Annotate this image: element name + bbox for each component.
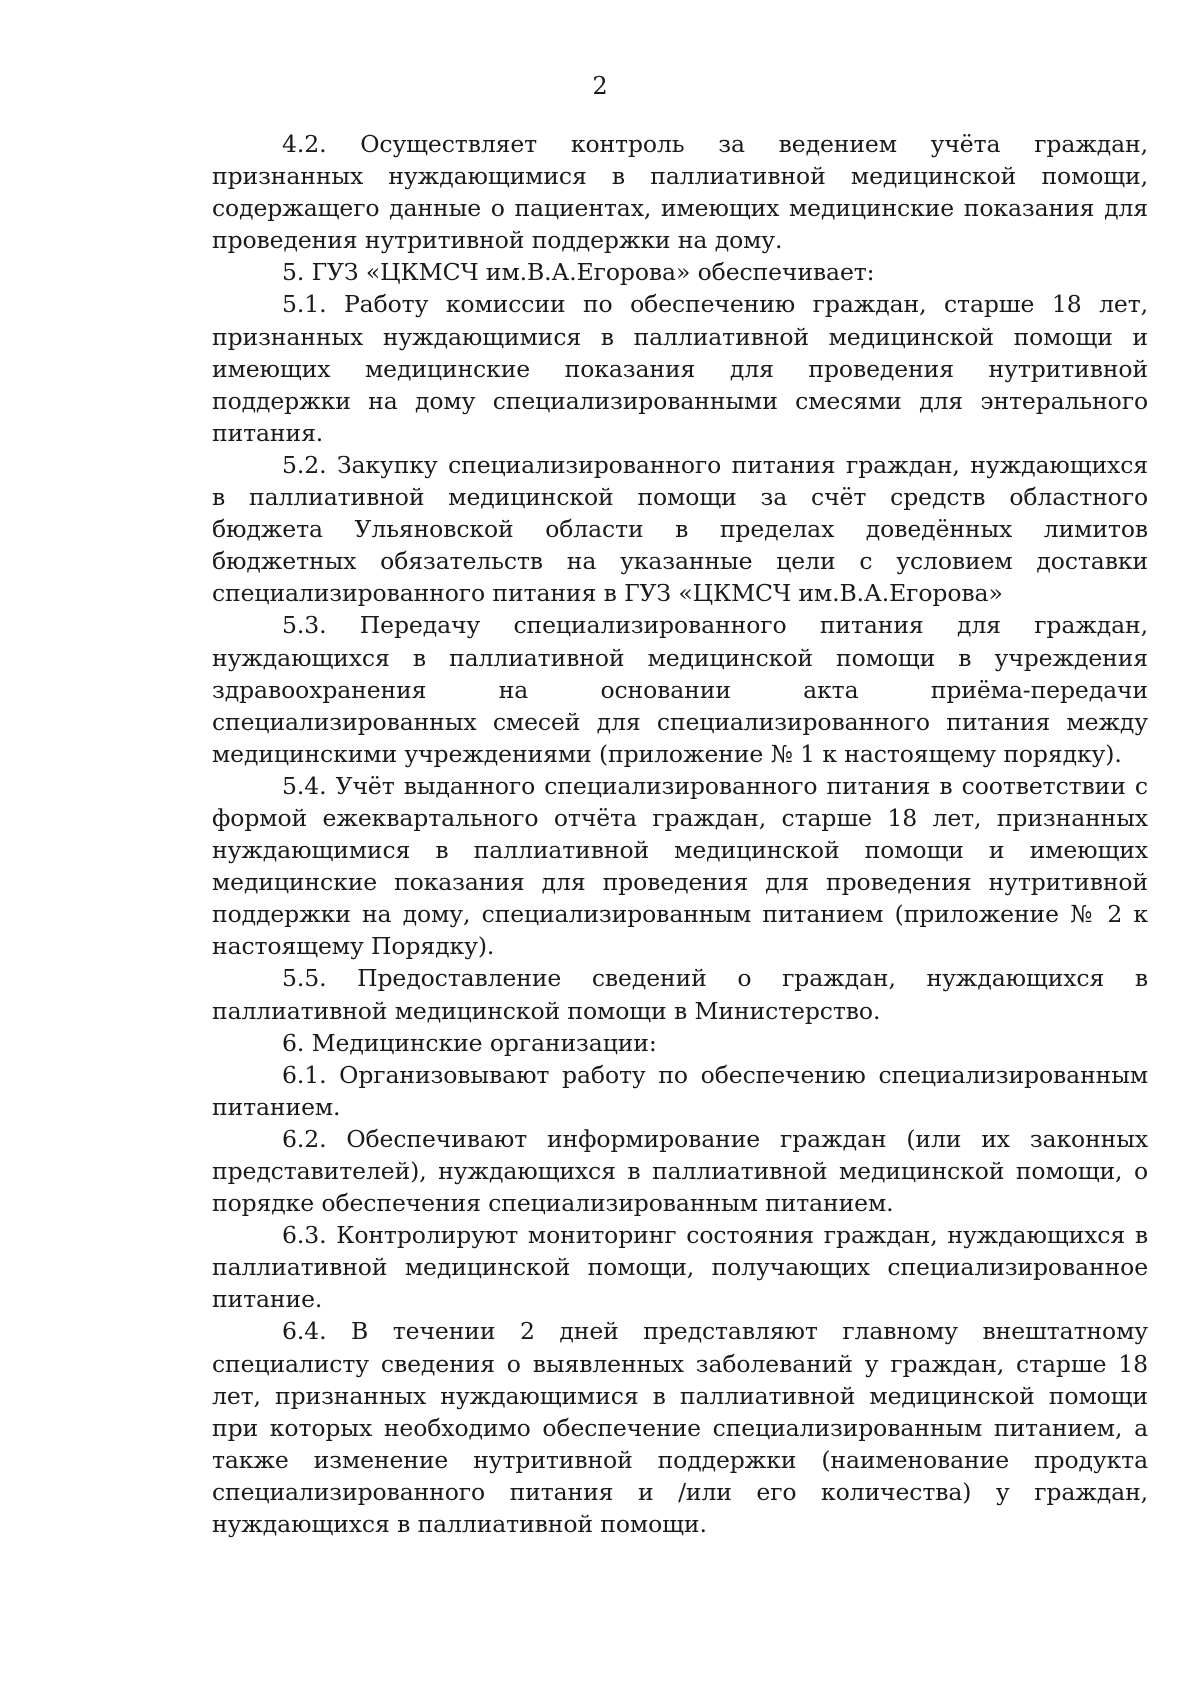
paragraph-5: 5. ГУЗ «ЦКМСЧ им.В.А.Егорова» обеспечивает: [282,258,875,287]
paragraph-5-1: 5.1. Работу комиссии по обеспечению граждан, старше 18 лет, признанных нуждающимися в паллиативной медицинской помощи и имеющих медицинские показания для проведения нутритивной поддержки на дому специализированными смесями для энтерального питания. [212,290,1148,447]
paragraph-5-3: 5.3. Передачу специализированного питания для граждан, нуждающихся в паллиативной медицинской помощи в учреждения здравоохранения на основании акта приёма-передачи специализированных смесей для специализированного питания между медицинскими учреждениями (приложение № 1 к настоящему порядку). [212,611,1148,768]
paragraph-6-2: 6.2. Обеспечивают информирование граждан (или их законных представителей), нуждающихся в паллиативной медицинской помощи, о порядке обеспечения специализированным питанием. [212,1124,1148,1218]
paragraph-5-2: 5.2. Закупку специализированного питания граждан, нуждающихся в паллиативной медицинской помощи за счёт средств областного бюджета Ульяновской области в пределах доведённых лимитов бюджетных обязательств на указанные цели с условием доставки специализированного питания в ГУЗ «ЦКМСЧ им.В.А.Егорова» [212,450,1148,608]
paragraph-5-5: 5.5. Предоставление сведений о граждан, нуждающихся в паллиативной медицинской помощи в Министерство. [212,964,1148,1025]
paragraph-6-1: 6.1. Организовывают работу по обеспечению специализированным питанием. [212,1060,1148,1121]
paragraph-6: 6. Медицинские организации: [282,1028,657,1057]
paragraph-4-2: 4.2. Осуществляет контроль за ведением учёта граждан, признанных нуждающимися в паллиативной медицинской помощи, содержащего данные о пациентах, имеющих медицинские показания для проведения нутритивной поддержки на дому. [212,130,1148,255]
page-number: 2 [592,72,608,100]
document-body [212,128,1148,1540]
paragraph-6-4: 6.4. В течении 2 дней представляют главному внештатному специалисту сведения о выявленных заболеваний у граждан, старше 18 лет, признанных нуждающимися в паллиативной медицинской помощи при которых необходимо обеспечение специализированным питанием, а также изменение нутритивной поддержки (наименование продукта специализированного питания и /или его количества) у граждан, нуждающихся в паллиативной помощи. [212,1317,1148,1539]
paragraph-6-3: 6.3. Контролируют мониторинг состояния граждан, нуждающихся в паллиативной медицинской помощи, получающих специализированное питание. [212,1221,1148,1314]
paragraph-5-4: 5.4. Учёт выданного специализированного питания в соответствии с формой ежеквартального отчёта граждан, старше 18 лет, признанных нуждающимися в паллиативной медицинской помощи и имеющих медицинские показания для проведения для проведения нутритивной поддержки на дому, специализированным питанием (приложение № 2 к настоящему Порядку). [212,771,1148,961]
